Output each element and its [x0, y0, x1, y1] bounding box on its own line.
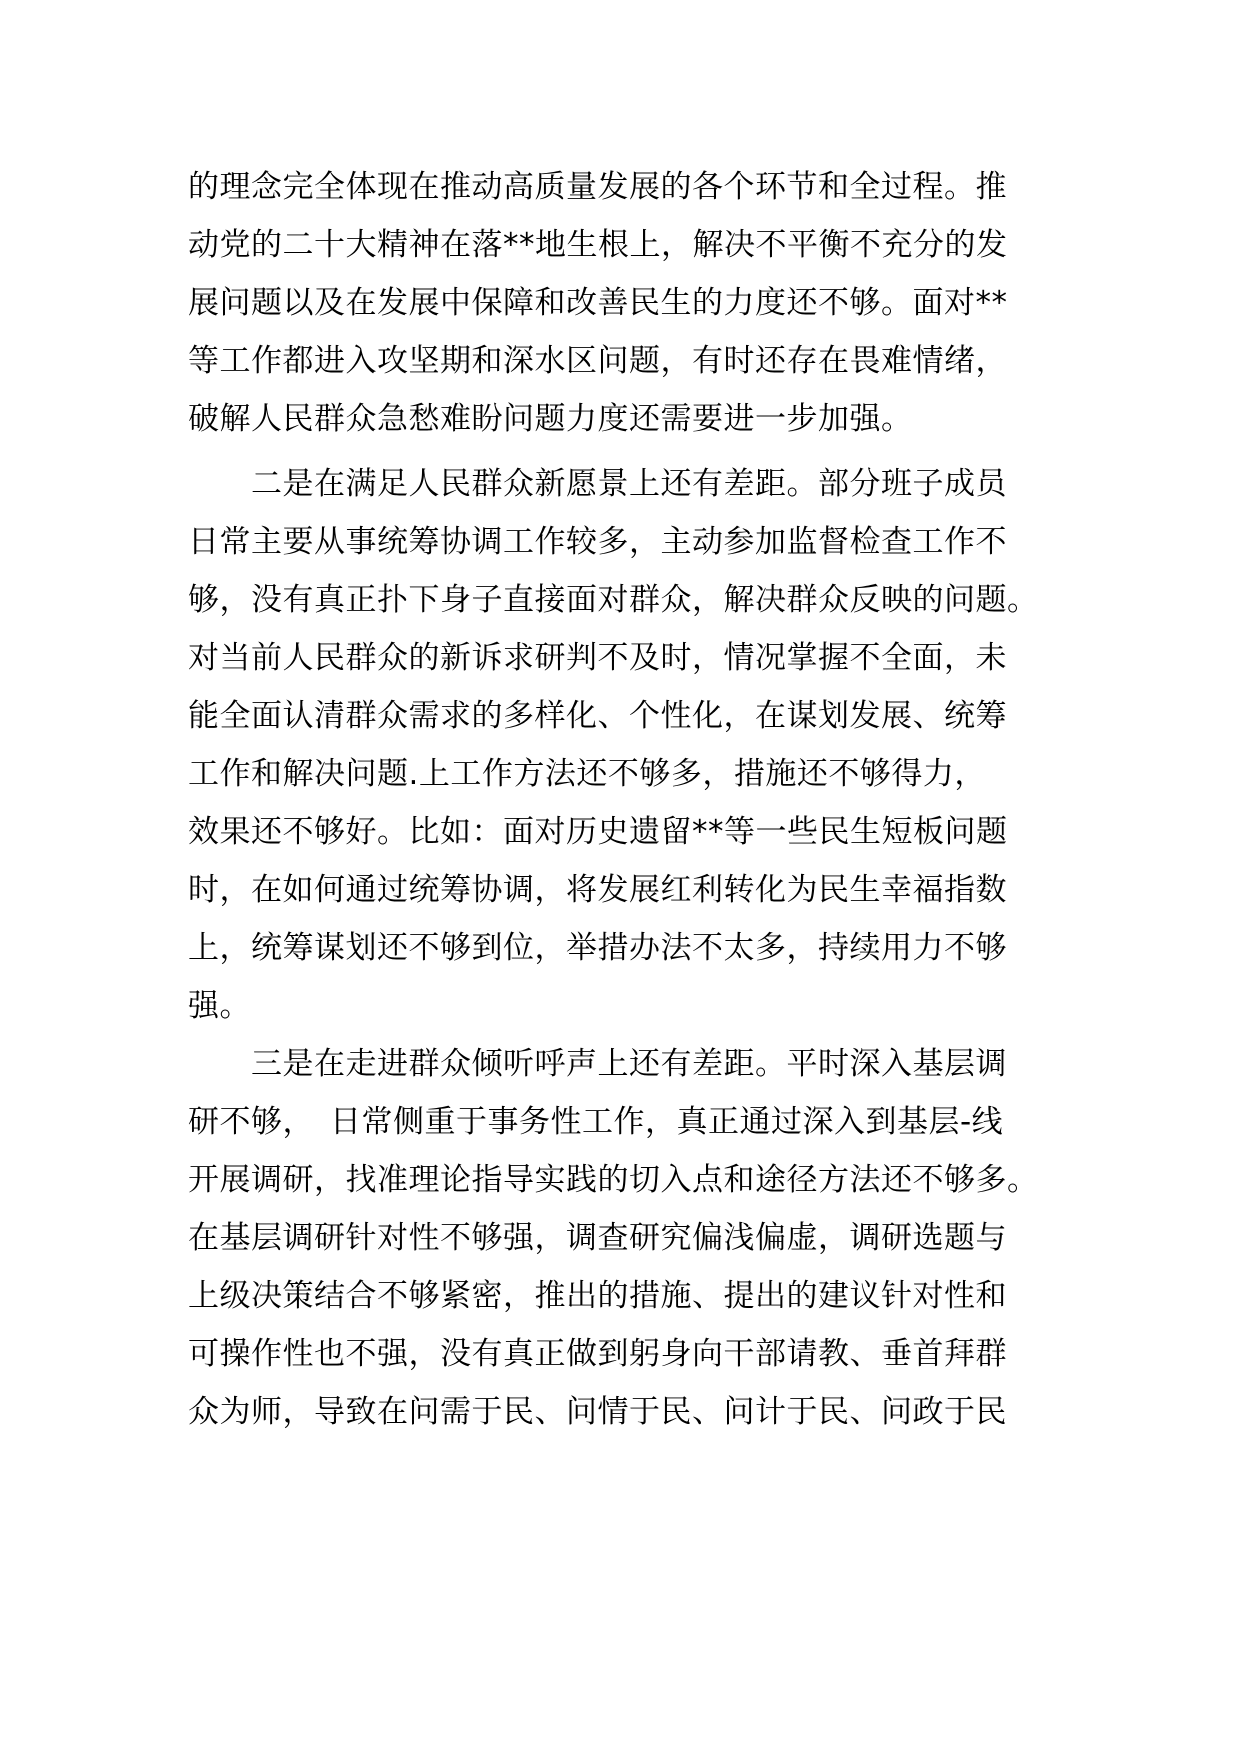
text-line: 研不够， 日常侧重于事务性工作，真正通过深入到基层-线	[188, 1104, 1004, 1140]
text-line: 够，没有真正扑下身子直接面对群众，解决群众反映的问题。	[188, 582, 1039, 618]
text-line: 时，在如何通过统筹协调，将发展红利转化为民生幸福指数	[188, 872, 1007, 908]
text-line: 等工作都进入攻坚期和深水区问题，有时还存在畏难情绪，	[188, 343, 1007, 379]
text-line: 的理念完全体现在推动高质量发展的各个环节和全过程。推	[188, 169, 1007, 205]
text-line: 工作和解决问题.上工作方法还不够多，措施还不够得力，	[188, 756, 986, 792]
text-line: 上级决策结合不够紧密，推出的措施、提出的建议针对性和	[188, 1278, 1007, 1314]
text-line: 上，统筹谋划还不够到位，举措办法不太多，持续用力不够	[188, 930, 1007, 966]
text-line: 可操作性也不强，没有真正做到躬身向干部请教、垂首拜群	[188, 1336, 1007, 1372]
paragraph-2	[188, 455, 1058, 1035]
text-line: 二是在满足人民群众新愿景上还有差距。部分班子成员	[188, 466, 1007, 502]
text-line: 对当前人民群众的新诉求研判不及时，情况掌握不全面，未	[188, 640, 1007, 676]
text-line: 在基层调研针对性不够强，调查研究偏浅偏虚，调研选题与	[188, 1220, 1007, 1256]
paragraph-1	[188, 158, 1058, 448]
text-line: 强。	[188, 988, 251, 1024]
text-line: 动党的二十大精神在落**地生根上，解决不平衡不充分的发	[188, 227, 1008, 263]
text-line: 开展调研，找准理论指导实践的切入点和途径方法还不够多。	[188, 1162, 1039, 1198]
text-line: 众为师，导致在问需于民、问情于民、问计于民、问政于民	[188, 1394, 1007, 1430]
text-line: 效果还不够好。比如：面对历史遗留**等一些民生短板问题	[188, 814, 1008, 850]
text-line: 展问题以及在发展中保障和改善民生的力度还不够。面对**	[188, 285, 1008, 321]
paragraph-3	[188, 1035, 1058, 1441]
text-line: 能全面认清群众需求的多样化、个性化，在谋划发展、统筹	[188, 698, 1007, 734]
text-line: 日常主要从事统筹协调工作较多，主动参加监督检查工作不	[188, 524, 1007, 560]
text-line: 破解人民群众急愁难盼问题力度还需要进一步加强。	[188, 401, 913, 437]
text-line: 三是在走进群众倾听呼声上还有差距。平时深入基层调	[188, 1046, 1007, 1082]
